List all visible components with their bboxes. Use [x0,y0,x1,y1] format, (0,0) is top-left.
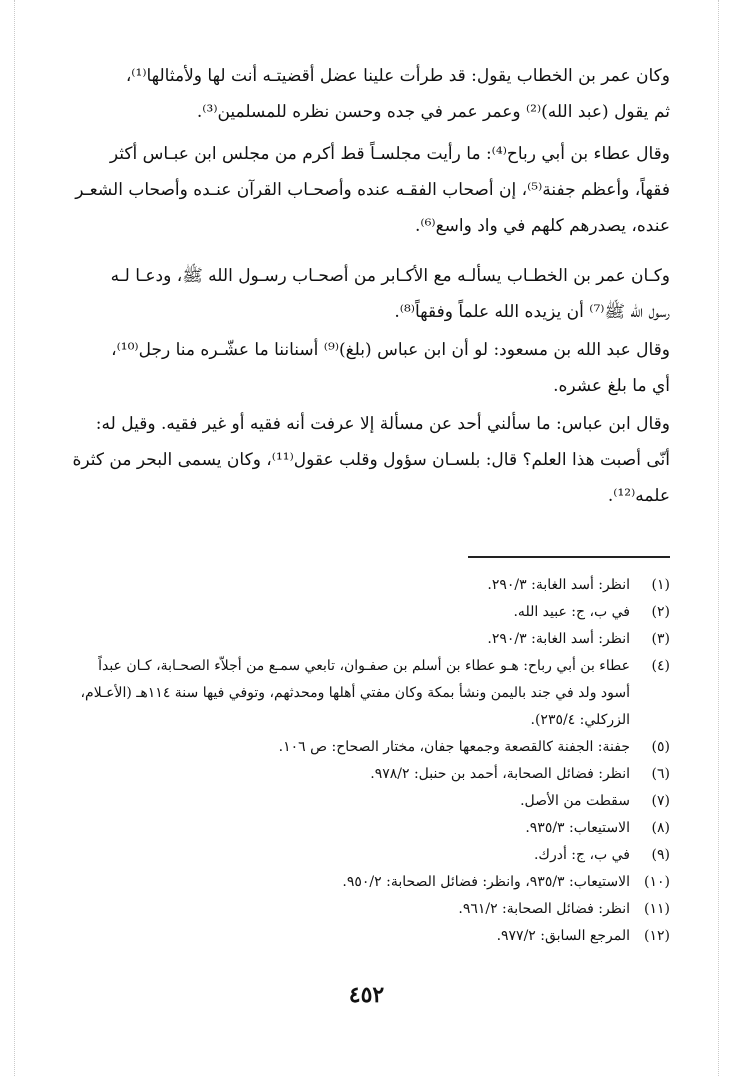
footnote-text: عطاء بن أبي رباح: هـو عطاء بن أسلم بن صفـوان، تابعي سمـع من أجلاّء الصحـابة، كـان عبداً [98,658,630,674]
text-line: وكـان عمر بن الخطـاب يسألـه مع الأكـابر من أصحـاب رسـول الله ﷺ، ودعـا لـه [110,266,670,286]
paragraph-3 [66,258,670,330]
text-line: وقال عطاء بن أبي رباح⁽⁴⁾: ما رأيت مجلسـاً قط أكرم من مجلس ابن عبـاس أكثر [109,144,670,164]
text-line: رسول الله ﷺ⁽⁷⁾ أن يزيده الله علماً وفقهاً⁽⁸⁾. [394,302,670,322]
text-line: فقهاً، وأعظم جفنة⁽⁵⁾، إن أصحاب الفقـه عنده وأصحـاب القرآن عنـده وأصحاب الشعـر [75,180,670,200]
footnote-number: (٦) [651,766,670,782]
text-line: أنّى أصبت هذا العلم؟ قال: بلسـان سؤول وقلب عقول⁽¹¹⁾، وكان يسمى البحر من كثرة [72,450,670,470]
footnote-12 [66,923,670,950]
text-line: وقال ابن عباس: ما سألني أحد عن مسألة إلا عرفت أنه فقيه أو غير فقيه. وقيل له: [95,414,670,434]
footnote-number: (٣) [651,631,670,647]
footnote-5 [66,734,670,761]
footnote-2 [66,599,670,626]
text-line: علمه⁽¹²⁾. [607,486,670,506]
footnote-number: (١) [651,577,670,593]
text-line: وكان عمر بن الخطاب يقول: قد طرأت علينا عضل أقضيتـه أنت لها ولأمثالها⁽¹⁾، [125,66,670,86]
footnote-8 [66,815,670,842]
footnote-text: الاستيعاب: ٩٣٥/٣. [525,820,630,836]
page-number: ٤٥٢ [348,982,385,1008]
footnote-number: (٨) [651,820,670,836]
footnote-text: أسود ولد في جند باليمن ونشأ بمكة وكان مفتي أهلها ومحدثهم، وتوفي فيها سنة ١١٤هـ (الأعـلام، [80,685,630,701]
footnote-text: الزركلي: ٢٣٥/٤). [530,712,630,728]
footnote-text: في ب، ج: عبيد الله. [513,604,630,620]
footnote-number: (٧) [651,793,670,809]
footnote-4 [66,653,670,734]
paragraph-5 [66,406,670,514]
footnote-number: (٩) [651,847,670,863]
footnote-number: (١٠) [644,874,670,890]
text-line: أي ما بلغ عشره. [553,376,670,396]
scan-edge-left [14,0,15,1076]
footnote-1 [66,572,670,599]
footnote-text: سقطت من الأصل. [520,793,630,809]
footnote-text: انظر: فضائل الصحابة، أحمد بن حنبل: ٩٧٨/٢. [370,766,630,782]
paragraph-4 [66,332,670,404]
footnote-number: (١٢) [644,928,670,944]
footnotes [66,572,670,950]
footnote-11 [66,896,670,923]
paragraph-1 [66,58,670,130]
footnote-number: (٥) [651,739,670,755]
footnote-text: في ب، ج: أدرك. [533,847,630,863]
footnote-divider [468,556,670,558]
footnote-text: الاستيعاب: ٩٣٥/٣، وانظر: فضائل الصحابة: ٩٥٠/٢. [342,874,630,890]
footnote-number: (١١) [644,901,670,917]
footnote-10 [66,869,670,896]
paragraph-2 [66,136,670,244]
footnote-number: (٤) [651,658,670,674]
text-line: وقال عبد الله بن مسعود: لو أن ابن عباس (بلغ)⁽⁹⁾ أسناننا ما عشّـره منا رجل⁽¹⁰⁾، [111,340,670,360]
footnote-text: انظر: فضائل الصحابة: ٩٦١/٢. [458,901,630,917]
footnote-text: المرجع السابق: ٩٧٧/٢. [496,928,630,944]
footnote-3 [66,626,670,653]
footnote-7 [66,788,670,815]
scan-edge-right [718,0,719,1076]
footnote-text: انظر: أسد الغابة: ٢٩٠/٣. [487,631,630,647]
footnote-number: (٢) [651,604,670,620]
footnote-text: انظر: أسد الغابة: ٢٩٠/٣. [487,577,630,593]
text-line: عنده، يصدرهم كلهم في واد واسع⁽⁶⁾. [415,216,670,236]
footnote-6 [66,761,670,788]
footnote-9 [66,842,670,869]
footnote-text: جفنة: الجفنة كالقصعة وجمعها جفان، مختار الصحاح: ص ١٠٦. [278,739,630,755]
text-line: ثم يقول (عبد الله)⁽²⁾ وعمر عمر في جده وحسن نظره للمسلمين⁽³⁾. [196,102,670,122]
